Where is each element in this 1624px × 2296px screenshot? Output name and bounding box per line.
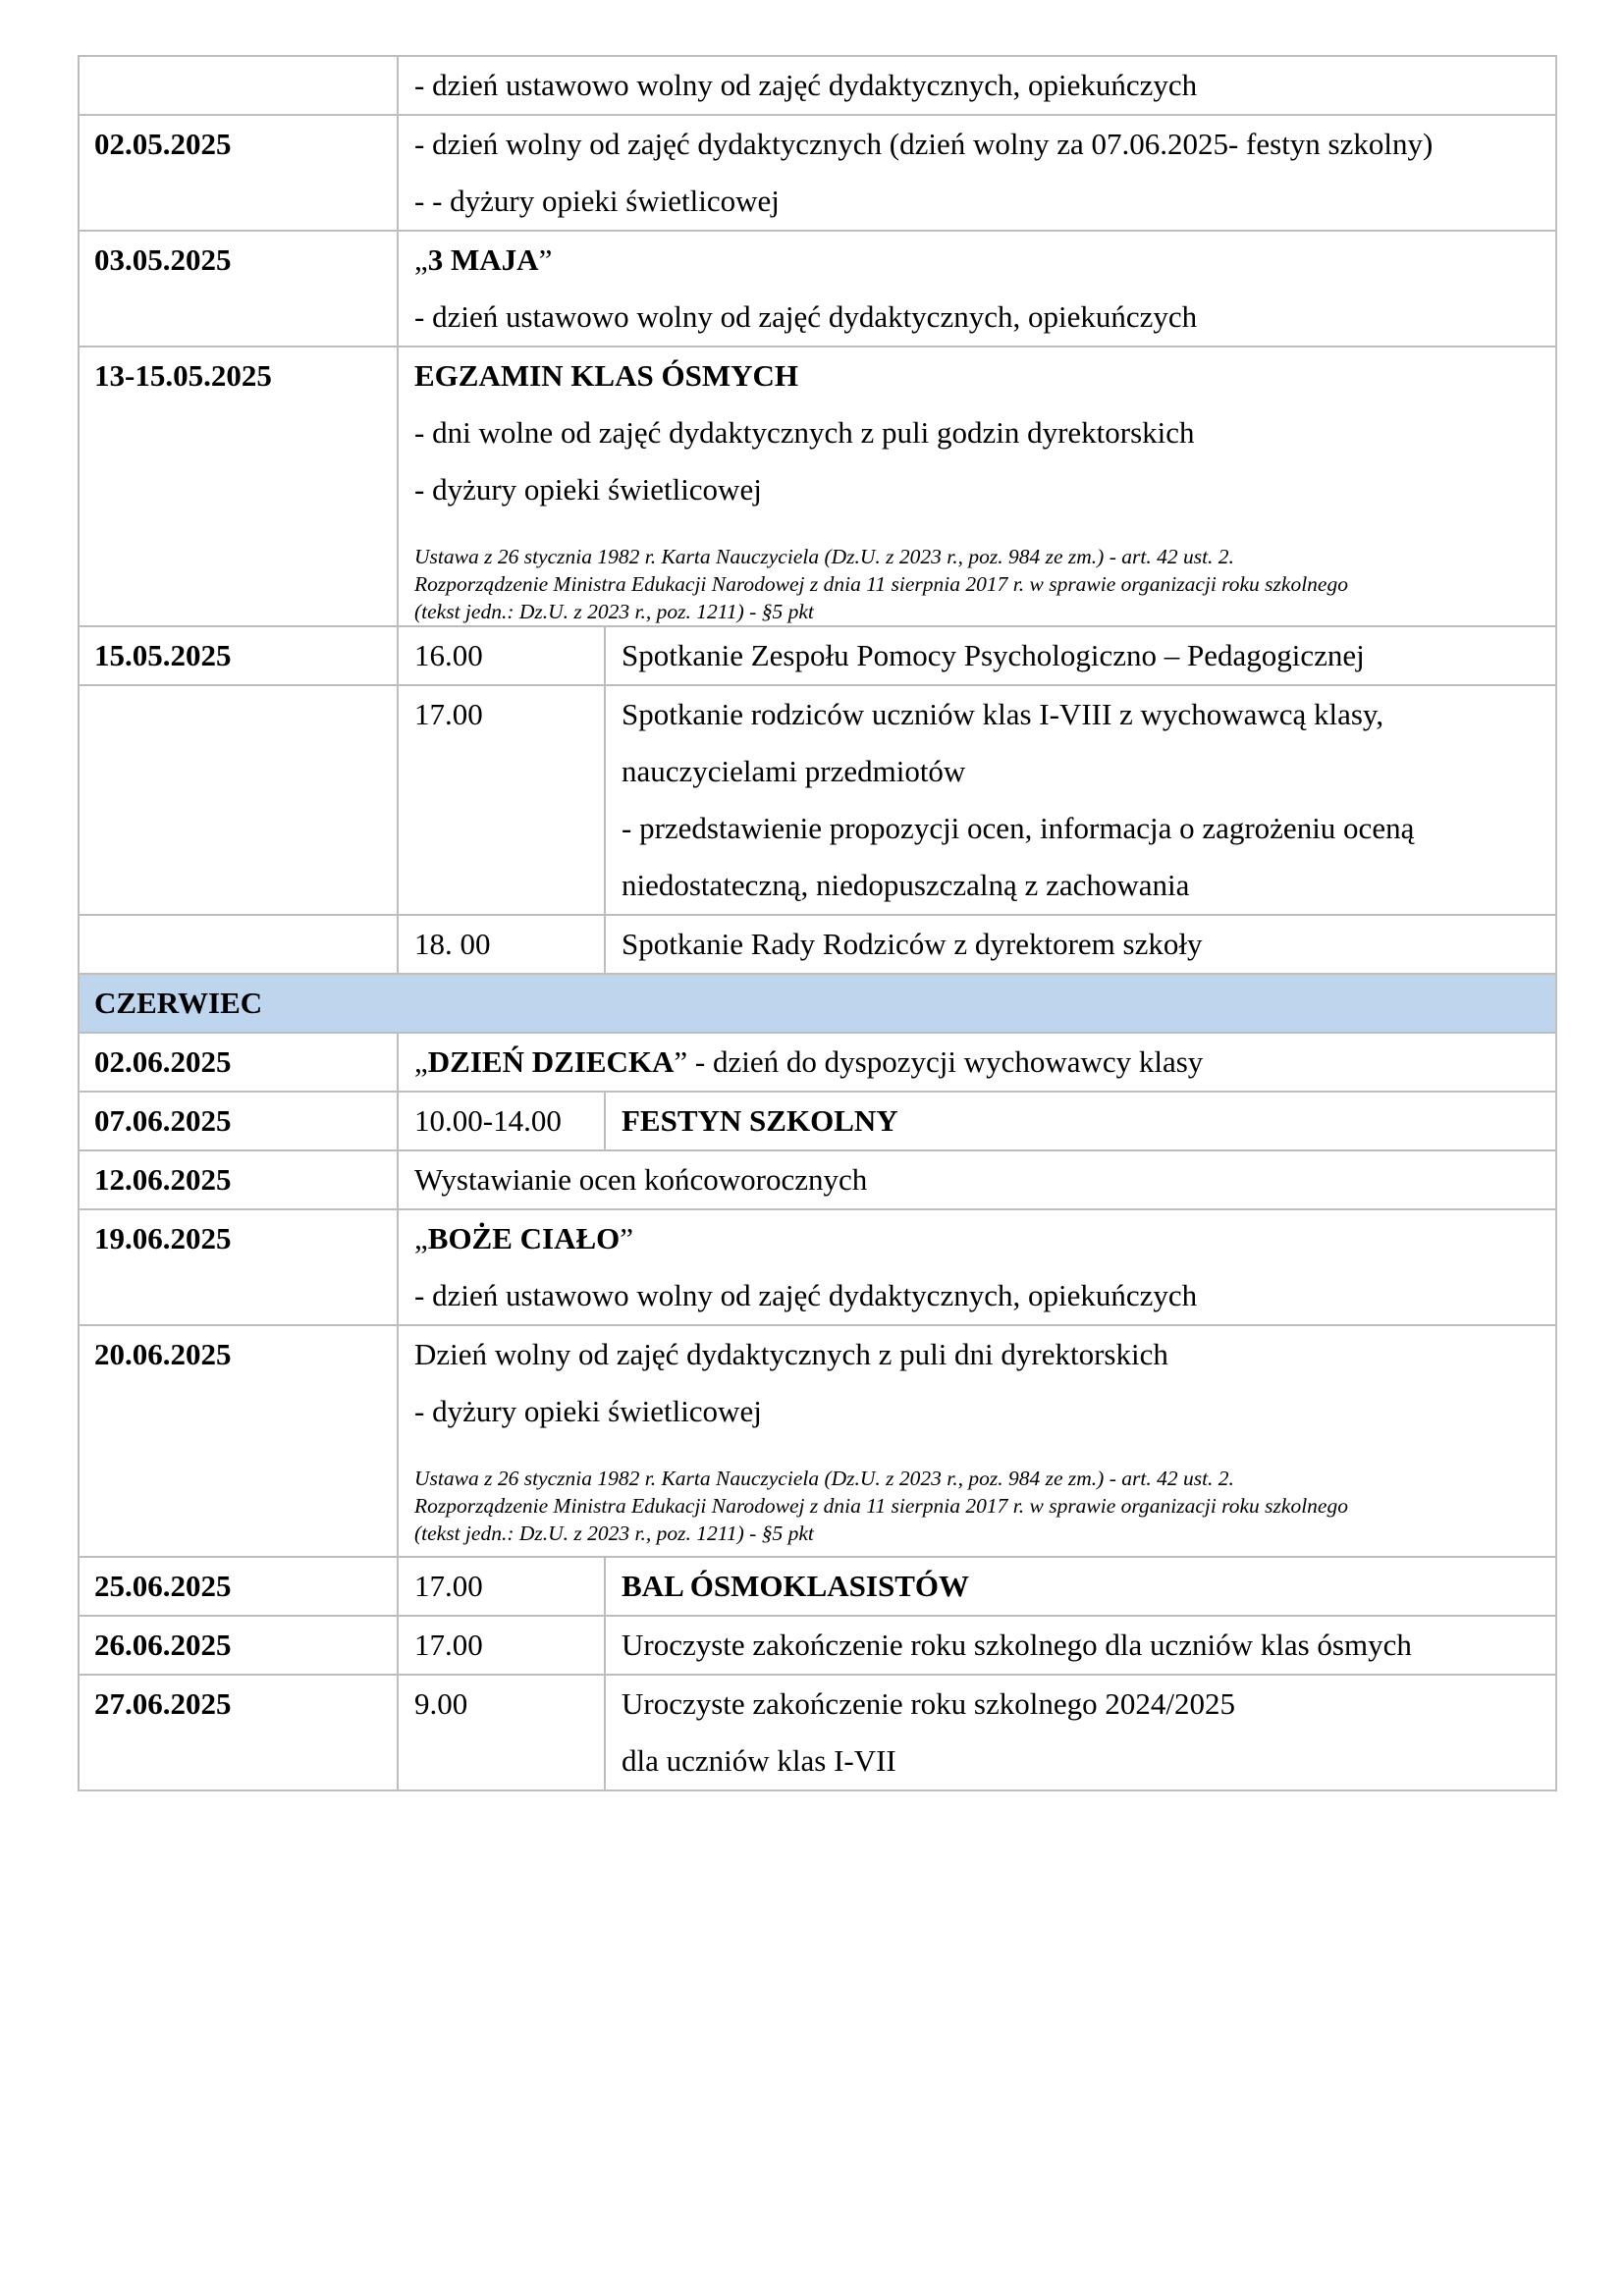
date-cell: 12.06.2025: [79, 1150, 398, 1209]
date-cell: 15.05.2025: [79, 626, 398, 685]
description-line: dla uczniów klas I-VII: [622, 1743, 896, 1778]
description-cell: [398, 56, 1556, 115]
time-cell: 18. 00: [398, 915, 605, 974]
description-line: - przedstawienie propozycji ocen, informacja o zagrożeniu oceną: [622, 811, 1415, 845]
table-row: [79, 1209, 1556, 1325]
event-title: BOŻE CIAŁO: [427, 1221, 621, 1255]
table-row: [79, 1092, 1556, 1150]
table-row: [79, 626, 1556, 685]
event-title-line: [414, 1210, 1555, 1267]
time-cell: 9.00: [398, 1675, 605, 1790]
legal-line: (tekst jedn.: Dz.U. z 2023 r., poz. 1211) - §5 pkt: [414, 1522, 814, 1545]
description-line: - dyżury opieki świetlicowej: [414, 1394, 762, 1428]
date-cell: 20.06.2025: [79, 1325, 398, 1557]
quote-open: „: [414, 242, 428, 277]
month-header-row: [79, 974, 1556, 1033]
description-line: - dzień ustawowo wolny od zajęć dydaktycznych, opiekuńczych: [414, 299, 1198, 334]
event-title-line: [414, 232, 1555, 289]
event-title: DZIEŃ DZIECKA: [427, 1044, 675, 1079]
legal-line: Rozporządzenie Ministra Edukacji Narodowej z dnia 11 sierpnia 2017 r. w sprawie organizacji roku szkolnego: [414, 1494, 1348, 1518]
description-line: - - dyżury opieki świetlicowej: [414, 184, 780, 218]
table-row: [79, 56, 1556, 115]
legal-basis-note: [414, 518, 1555, 625]
legal-basis-note: [414, 1440, 1555, 1547]
quote-close: ”: [674, 1044, 688, 1079]
description-line: - dni wolne od zajęć dydaktycznych z puli godzin dyrektorskich: [414, 415, 1195, 450]
event-title-line: [414, 1034, 1555, 1091]
description-cell: [398, 1150, 1556, 1209]
event-title: 3 MAJA: [427, 242, 539, 277]
table-row: [79, 347, 1556, 626]
description-line: - dzień ustawowo wolny od zajęć dydaktycznych, opiekuńczych: [414, 68, 1198, 102]
description-cell: [605, 626, 1556, 685]
description-line: nauczycielami przedmiotów: [622, 754, 966, 788]
table-row: [79, 115, 1556, 231]
description-line: Uroczyste zakończenie roku szkolnego dla uczniów klas ósmych: [622, 1628, 1412, 1662]
date-cell: [79, 915, 398, 974]
date-cell: 27.06.2025: [79, 1675, 398, 1790]
date-cell: 19.06.2025: [79, 1209, 398, 1325]
quote-open: „: [414, 1044, 428, 1079]
description-line: Dzień wolny od zajęć dydaktycznych z puli dni dyrektorskich: [414, 1337, 1168, 1371]
description-line: - dzień wolny od zajęć dydaktycznych (dzień wolny za 07.06.2025- festyn szkolny): [414, 127, 1434, 161]
date-cell: 02.05.2025: [79, 115, 398, 231]
event-detail: - dzień do dyspozycji wychowawcy klasy: [687, 1044, 1204, 1079]
time-cell: 16.00: [398, 626, 605, 685]
description-line: Uroczyste zakończenie roku szkolnego 2024/2025: [622, 1686, 1235, 1721]
month-header: CZERWIEC: [79, 974, 1556, 1033]
school-calendar-table: [78, 55, 1557, 1791]
table-row: [79, 1616, 1556, 1675]
time-cell: 17.00: [398, 1557, 605, 1616]
time-cell: 10.00-14.00: [398, 1092, 605, 1150]
legal-line: Ustawa z 26 stycznia 1982 r. Karta Nauczyciela (Dz.U. z 2023 r., poz. 984 ze zm.) - art. 42 ust. 2.: [414, 1467, 1234, 1490]
description-cell: [398, 231, 1556, 347]
date-cell: [79, 56, 398, 115]
description-line: Spotkanie rodziców uczniów klas I-VIII z wychowawcą klasy,: [622, 697, 1384, 731]
table-row: [79, 1325, 1556, 1557]
description-cell: [605, 915, 1556, 974]
table-row: [79, 1150, 1556, 1209]
description-cell: [605, 1675, 1556, 1790]
description-line: - dyżury opieki świetlicowej: [414, 472, 762, 507]
date-cell: 02.06.2025: [79, 1033, 398, 1092]
table-row: [79, 1675, 1556, 1790]
date-cell: 26.06.2025: [79, 1616, 398, 1675]
description-line: Wystawianie ocen końcoworocznych: [414, 1162, 868, 1197]
table-row: [79, 685, 1556, 915]
event-title: FESTYN SZKOLNY: [622, 1103, 898, 1138]
legal-line: Ustawa z 26 stycznia 1982 r. Karta Nauczyciela (Dz.U. z 2023 r., poz. 984 ze zm.) - art. 42 ust. 2.: [414, 545, 1234, 568]
description-line: niedostateczną, niedopuszczalną z zachowania: [622, 868, 1190, 902]
date-cell: 07.06.2025: [79, 1092, 398, 1150]
description-cell: [605, 1616, 1556, 1675]
legal-line: (tekst jedn.: Dz.U. z 2023 r., poz. 1211) - §5 pkt: [414, 600, 814, 623]
description-line: Spotkanie Zespołu Pomocy Psychologiczno – Pedagogicznej: [622, 638, 1365, 672]
table-row: [79, 1033, 1556, 1092]
quote-close: ”: [620, 1221, 634, 1255]
description-line: Spotkanie Rady Rodziców z dyrektorem szkoły: [622, 927, 1203, 961]
description-cell: [398, 1325, 1556, 1557]
date-cell: 13-15.05.2025: [79, 347, 398, 626]
time-cell: 17.00: [398, 685, 605, 915]
event-title: BAL ÓSMOKLASISTÓW: [622, 1569, 970, 1603]
quote-open: „: [414, 1221, 428, 1255]
table-row: [79, 231, 1556, 347]
description-cell: [398, 1209, 1556, 1325]
description-cell: [605, 685, 1556, 915]
description-cell: [398, 347, 1556, 626]
date-cell: [79, 685, 398, 915]
description-cell: [398, 115, 1556, 231]
description-line: - dzień ustawowo wolny od zajęć dydaktycznych, opiekuńczych: [414, 1278, 1198, 1312]
date-cell: 03.05.2025: [79, 231, 398, 347]
description-cell: [398, 1033, 1556, 1092]
event-title: EGZAMIN KLAS ÓSMYCH: [414, 358, 798, 393]
legal-line: Rozporządzenie Ministra Edukacji Narodowej z dnia 11 sierpnia 2017 r. w sprawie organizacji roku szkolnego: [414, 572, 1348, 596]
date-cell: 25.06.2025: [79, 1557, 398, 1616]
description-cell: [605, 1092, 1556, 1150]
description-cell: [605, 1557, 1556, 1616]
table-row: [79, 915, 1556, 974]
table-row: [79, 1557, 1556, 1616]
quote-close: ”: [538, 242, 553, 277]
time-cell: 17.00: [398, 1616, 605, 1675]
